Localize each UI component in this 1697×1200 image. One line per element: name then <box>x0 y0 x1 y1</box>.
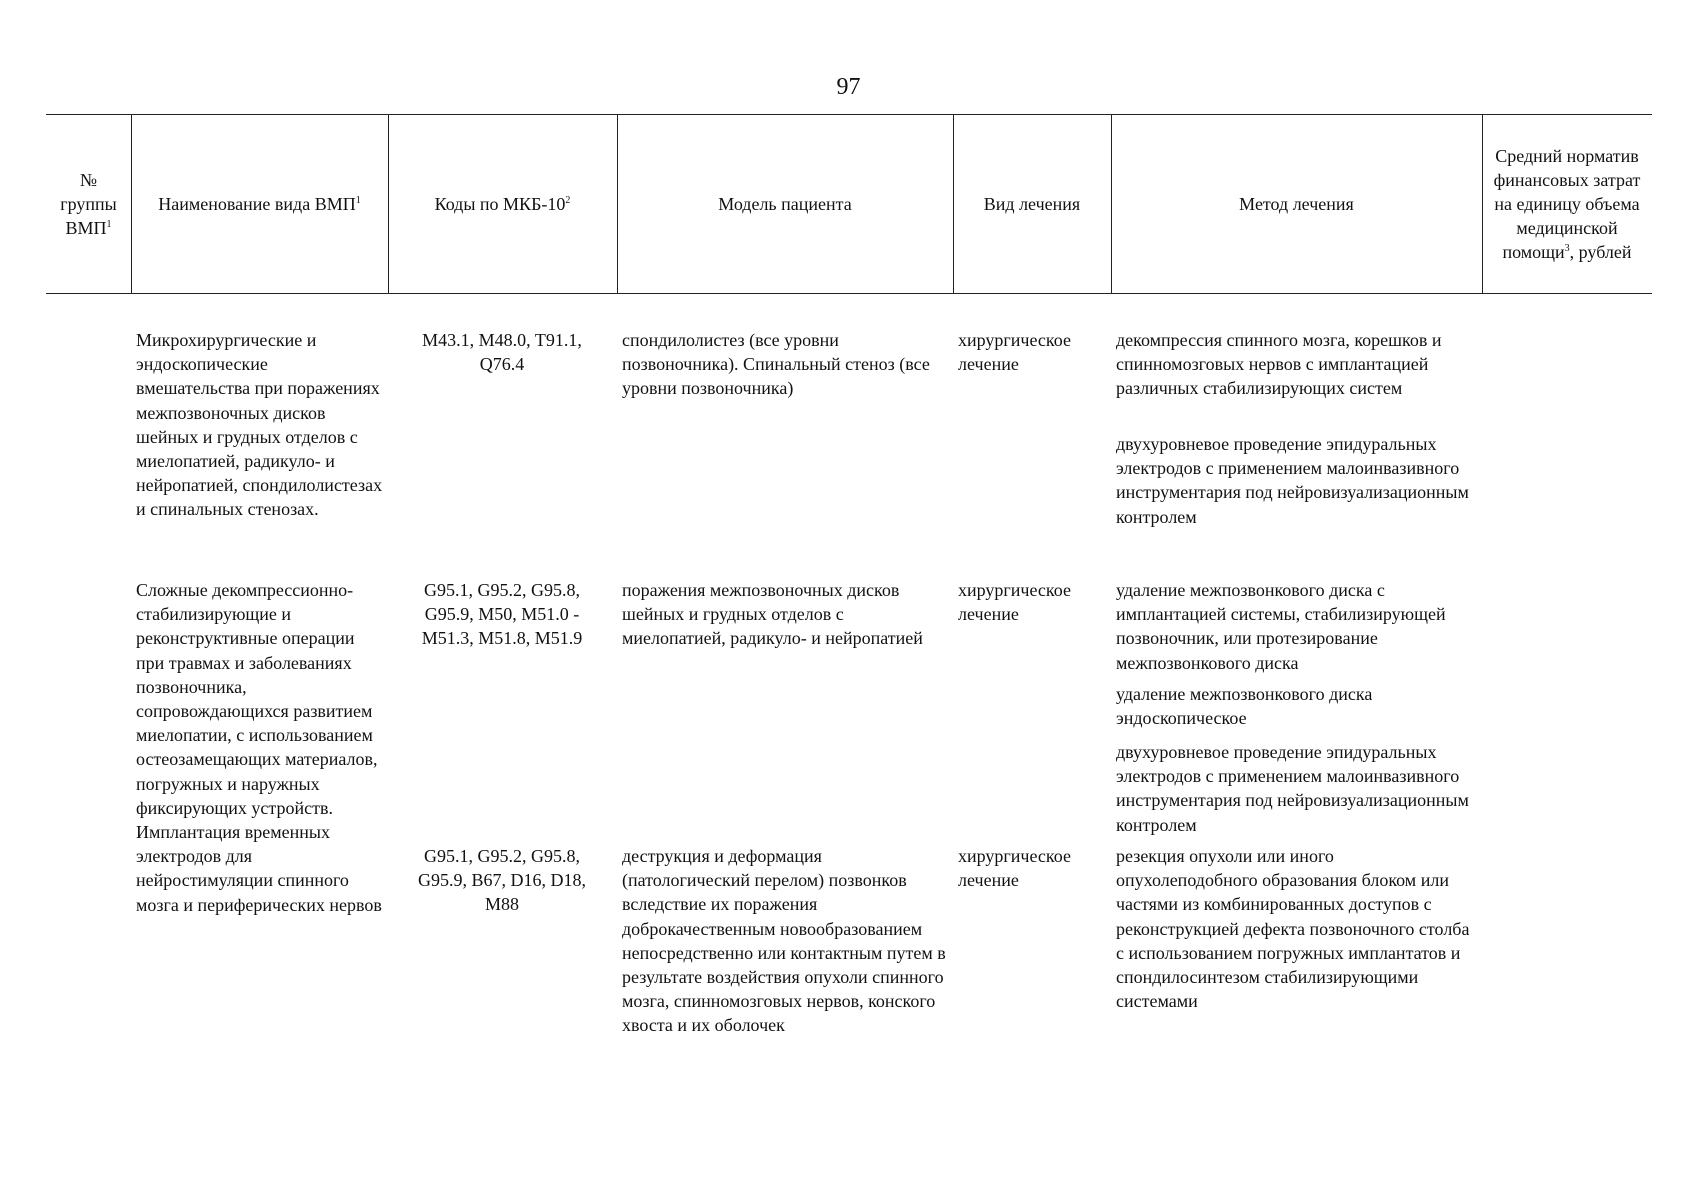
row2-vmp-name: Сложные декомпрессионно-стабилизирующие и реконструктивные операции при травмах и заболеваниях позвоночника, сопровождающихся развитием миелопатии, с использованием остеозамещающих материалов, погружных и наружных фиксирующих устройств. Имплантация временных электродов для нейростимуляции спинного мозга и периферических нервов <box>136 580 382 915</box>
row3-patient-model: деструкция и деформация (патологический перелом) позвонков вследствие их поражения доброкачественным новообразованием непосредственно или контактным путем в результате воздействия опухоли спинного мозга, спинномозговых нервов, конского хвоста и их оболочек <box>622 846 946 1036</box>
row1-method-2: двухуровневое проведение эпидуральных электродов с применением малоинвазивного инструментария под нейровизуализационным контролем <box>1116 434 1469 527</box>
header-vmp-name: Наименование вида ВМП$^1$ <box>158 194 361 214</box>
row1-icd-codes: M43.1, M48.0, T91.1, Q76.4 <box>422 330 582 375</box>
row3-treatment-type: хирургическое лечение <box>958 846 1071 891</box>
row2-icd-codes: G95.1, G95.2, G95.8, G95.9, M50, M51.0 - M51.3, M51.8, M51.9 <box>421 580 583 649</box>
header-patient-model: Модель пациента <box>718 194 852 214</box>
row1-patient-model: спондилолистез (все уровни позвоночника). Спинальный стеноз (все уровни позвоночника) <box>622 330 930 399</box>
row2-method-3: двухуровневое проведение эпидуральных электродов с применением малоинвазивного инструментария под нейровизуализационным контролем <box>1116 742 1469 835</box>
header-icd-codes: Коды по МКБ-$10^2$ <box>434 194 571 214</box>
row1-treatment-type: хирургическое лечение <box>958 330 1071 375</box>
row1-vmp-name: Микрохирургические и эндоскопические вмешательства при поражениях межпозвоночных дисков шейных и грудных отделов с миелопатией, радикуло- и нейропатией, спондилолистезах и спинальных стенозах. <box>136 330 383 520</box>
row3-icd-codes: G95.1, G95.2, G95.8, G95.9, B67, D16, D18, M88 <box>417 846 586 915</box>
header-cost-standard: Средний норматив финансовых затрат на единицу объема медицинской помощи$^3$, рублей <box>1493 146 1641 262</box>
table-header <box>46 114 1652 294</box>
row2-method-1: удаление межпозвонкового диска с имплантацией системы, стабилизирующей позвоночник, или протезирование межпозвонкового диска <box>1116 580 1446 673</box>
row2-treatment-type: хирургическое лечение <box>958 580 1071 625</box>
vmp-table <box>46 114 1652 1036</box>
row2-method-2: удаление межпозвонкового диска эндоскопическое <box>1116 684 1373 729</box>
page-number: 97 <box>836 74 861 100</box>
row1-method-1: декомпрессия спинного мозга, корешков и спинномозговых нервов с имплантацией различных стабилизирующих систем <box>1116 330 1442 399</box>
header-treatment-type: Вид лечения <box>983 194 1081 214</box>
header-group-number: № группы ВМП$^1$ <box>60 170 117 238</box>
row2-patient-model: поражения межпозвоночных дисков шейных и грудных отделов с миелопатией, радикуло- и нейропатией <box>622 580 923 649</box>
row3-method-1: резекция опухоли или иного опухолеподобного образования блоком или частями из комбинированных доступов с реконструкцией дефекта позвоночного столба с использованием погружных имплантатов и спондилосинтезом стабилизирующими системами <box>1116 846 1470 1012</box>
header-treatment-method: Метод лечения <box>1239 194 1354 214</box>
